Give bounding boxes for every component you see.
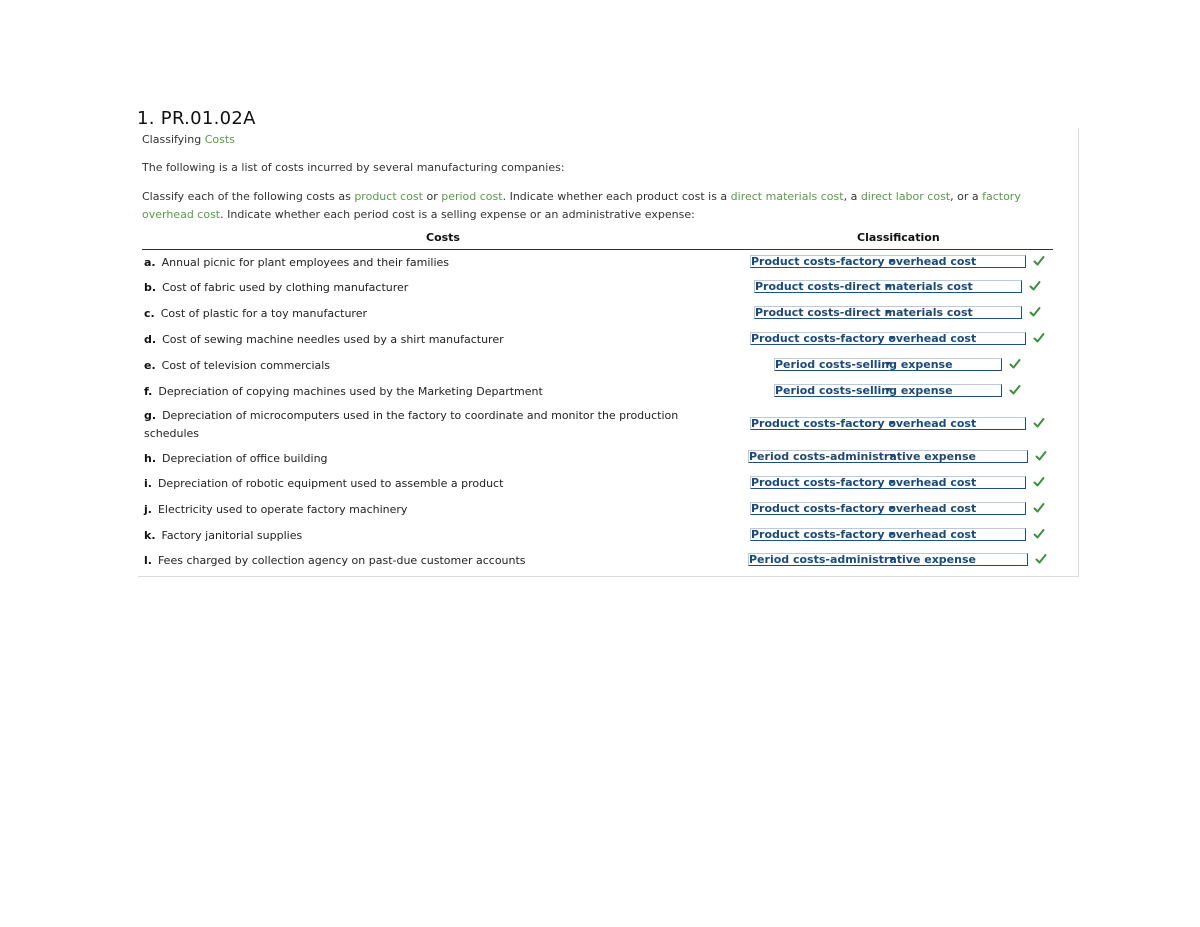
dropdown-selected-value: Product costs-direct materials cost	[755, 306, 973, 319]
checkmark-icon	[1009, 358, 1021, 370]
cost-item-text: Factory janitorial supplies	[161, 529, 303, 542]
instructions-part: . Indicate whether each period cost is a selling expense or an administrative expense:	[220, 208, 695, 221]
cost-item-row	[144, 331, 504, 349]
classification-column-header: Classification	[857, 231, 940, 244]
checkmark-icon	[1033, 528, 1045, 540]
subtitle-prefix: Classifying	[142, 133, 205, 146]
classification-dropdown[interactable]	[750, 255, 1026, 268]
cost-item-text: Depreciation of office building	[162, 452, 328, 465]
cost-item-row	[144, 305, 367, 323]
cost-item-text: Depreciation of copying machines used by the Marketing Department	[158, 385, 543, 398]
classification-dropdown[interactable]	[754, 280, 1022, 293]
cost-item-row	[144, 450, 328, 468]
question-subtitle	[142, 133, 235, 146]
checkmark-icon	[1033, 417, 1045, 429]
dropdown-selected-value: Period costs-selling expense	[775, 358, 953, 371]
cost-item-text: Cost of fabric used by clothing manufacturer	[162, 281, 409, 294]
classification-dropdown[interactable]	[754, 306, 1022, 319]
chevron-down-icon	[889, 480, 895, 484]
instructions-part: Classify each of the following costs as	[142, 190, 355, 203]
costs-column-header: Costs	[426, 231, 460, 244]
chevron-down-icon	[889, 336, 895, 340]
classification-dropdown[interactable]	[750, 332, 1026, 345]
product-cost-term-link[interactable]: product cost	[354, 190, 423, 203]
chevron-down-icon	[889, 506, 895, 510]
cost-item-text: Cost of television commercials	[161, 359, 331, 372]
cost-item-row	[144, 407, 724, 443]
checkmark-icon	[1035, 553, 1047, 565]
classification-dropdown[interactable]	[750, 476, 1026, 489]
chevron-down-icon	[885, 362, 891, 366]
cost-item-row	[144, 254, 449, 272]
period-cost-term-link[interactable]: period cost	[441, 190, 503, 203]
instructions-text	[142, 188, 1072, 224]
intro-text: The following is a list of costs incurred by several manufacturing companies:	[142, 161, 565, 174]
cost-item-row	[144, 527, 302, 545]
checkmark-icon	[1009, 384, 1021, 396]
classification-dropdown[interactable]	[750, 417, 1026, 430]
chevron-down-icon	[889, 421, 895, 425]
dropdown-selected-value: Product costs-factory overhead cost	[751, 528, 977, 541]
item-letter: g.	[144, 409, 157, 422]
cost-item-text: Annual picnic for plant employees and their families	[161, 256, 450, 269]
chevron-down-icon	[889, 259, 895, 263]
item-letter: h.	[144, 452, 157, 465]
checkmark-icon	[1029, 280, 1041, 292]
dropdown-selected-value: Product costs-factory overhead cost	[751, 476, 977, 489]
chevron-down-icon	[885, 388, 891, 392]
instructions-part: , or a	[950, 190, 983, 203]
item-letter: c.	[144, 307, 155, 320]
dropdown-selected-value: Product costs-factory overhead cost	[751, 417, 977, 430]
item-letter: j.	[144, 503, 152, 516]
checkmark-icon	[1033, 502, 1045, 514]
chevron-down-icon	[889, 532, 895, 536]
checkmark-icon	[1033, 332, 1045, 344]
classification-dropdown[interactable]	[748, 553, 1028, 566]
checkmark-icon	[1029, 306, 1041, 318]
direct-labor-term-link[interactable]: direct labor cost	[860, 190, 951, 203]
cost-item-row	[144, 383, 543, 401]
checkmark-icon	[1033, 476, 1045, 488]
cost-item-text: Electricity used to operate factory machinery	[157, 503, 408, 516]
item-letter: l.	[144, 554, 152, 567]
dropdown-selected-value: Period costs-selling expense	[775, 384, 953, 397]
classification-dropdown[interactable]	[774, 384, 1002, 397]
dropdown-selected-value: Period costs-administrative expense	[749, 450, 976, 463]
item-letter: d.	[144, 333, 157, 346]
dropdown-selected-value: Product costs-factory overhead cost	[751, 332, 977, 345]
dropdown-selected-value: Product costs-factory overhead cost	[751, 255, 977, 268]
instructions-part: or	[422, 190, 442, 203]
cost-item-text: Cost of sewing machine needles used by a shirt manufacturer	[162, 333, 504, 346]
cost-item-text: Depreciation of microcomputers used in the factory to coordinate and monitor the production schedules	[144, 409, 679, 440]
factory-overhead-term-link[interactable]: factory overhead cost	[142, 190, 1021, 221]
cost-item-text: Depreciation of robotic equipment used to assemble a product	[157, 477, 504, 490]
cost-item-text: Fees charged by collection agency on past-due customer accounts	[157, 554, 526, 567]
classification-dropdown[interactable]	[750, 502, 1026, 515]
item-letter: i.	[144, 477, 152, 490]
dropdown-selected-value: Period costs-administrative expense	[749, 553, 976, 566]
direct-materials-term-link[interactable]: direct materials cost	[730, 190, 844, 203]
cost-item-row	[144, 475, 503, 493]
cost-item-text: Cost of plastic for a toy manufacturer	[160, 307, 368, 320]
chevron-down-icon	[889, 454, 895, 458]
item-letter: f.	[144, 385, 153, 398]
checkmark-icon	[1033, 255, 1045, 267]
cost-item-row	[144, 552, 526, 570]
item-letter: a.	[144, 256, 156, 269]
item-letter: k.	[144, 529, 156, 542]
header-divider	[142, 249, 1053, 250]
item-letter: e.	[144, 359, 156, 372]
classification-dropdown[interactable]	[774, 358, 1002, 371]
item-letter: b.	[144, 281, 157, 294]
chevron-down-icon	[889, 557, 895, 561]
classification-dropdown[interactable]	[748, 450, 1028, 463]
cost-item-row	[144, 357, 330, 375]
question-heading: 1. PR.01.02A	[137, 108, 256, 129]
classification-dropdown[interactable]	[750, 528, 1026, 541]
checkmark-icon	[1035, 450, 1047, 462]
cost-item-row	[144, 279, 408, 297]
chevron-down-icon	[885, 310, 891, 314]
instructions-part: . Indicate whether each product cost is a	[502, 190, 731, 203]
instructions-part: , a	[843, 190, 861, 203]
chevron-down-icon	[885, 284, 891, 288]
costs-term-link[interactable]: Costs	[204, 133, 235, 146]
cost-item-row	[144, 501, 407, 519]
dropdown-selected-value: Product costs-direct materials cost	[755, 280, 973, 293]
dropdown-selected-value: Product costs-factory overhead cost	[751, 502, 977, 515]
